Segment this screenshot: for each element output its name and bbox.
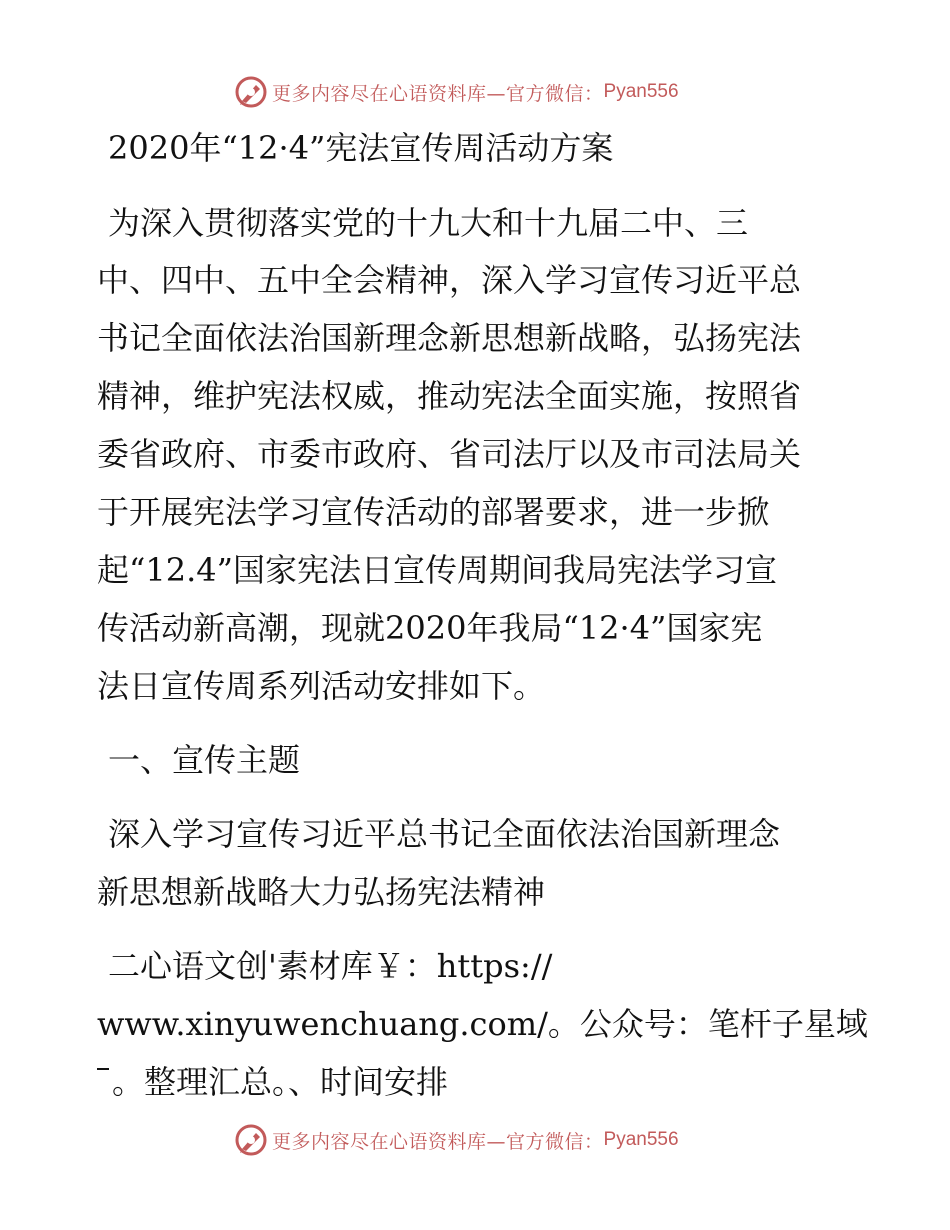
section-line: 新思想新战略大力弘扬宪法精神 <box>97 873 546 911</box>
footer-watermark <box>234 1122 679 1158</box>
section-heading: 一、宣传主题 <box>108 741 301 779</box>
intro-line: 法日宣传周系列活动安排如下。 <box>97 667 546 705</box>
document-title: 2020年“12·4”宪法宣传周活动方案 <box>108 129 614 167</box>
intro-line: 于开展宪法学习宣传活动的部署要求，进一步掀 <box>97 493 770 531</box>
watermark-text: 更多内容尽在心语资料库—官方微信： <box>272 82 604 105</box>
watermark-wechat-id: Pyan556 <box>603 81 679 102</box>
intro-line: 起“12.4”国家宪法日宣传周期间我局宪法学习宣 <box>97 551 777 589</box>
source-line: www.xinyuwenchuang.com/。公众号：笔杆子星域 <box>97 1005 868 1043</box>
header-watermark <box>234 74 679 110</box>
intro-line: 委省政府、市委市政府、省司法厅以及市司法局关 <box>97 435 802 473</box>
watermark-wechat-id: Pyan556 <box>603 1129 679 1150</box>
section-line: 深入学习宣传习近平总书记全面依法治国新理念 <box>108 815 781 853</box>
intro-line: 传活动新高潮，现就2020年我局“12·4”国家宪 <box>97 609 763 647</box>
intro-line: 精神，维护宪法权威，推动宪法全面实施，按照省 <box>97 377 802 415</box>
pen-logo-icon <box>234 75 268 109</box>
watermark-text: 更多内容尽在心语资料库—官方微信： <box>272 1130 604 1153</box>
source-line: 二心语文创'素材库￥：https:// <box>108 947 553 985</box>
intro-line: 中、四中、五中全会精神，深入学习宣传习近平总 <box>97 261 802 299</box>
dash-mark <box>97 1068 109 1070</box>
intro-line: 为深入贯彻落实党的十九大和十九届二中、三 <box>108 204 749 242</box>
pen-logo-icon <box>234 1123 268 1157</box>
source-line: 。整理汇总。、时间安排 <box>112 1063 449 1101</box>
intro-line: 书记全面依法治国新理念新思想新战略，弘扬宪法 <box>97 319 802 357</box>
